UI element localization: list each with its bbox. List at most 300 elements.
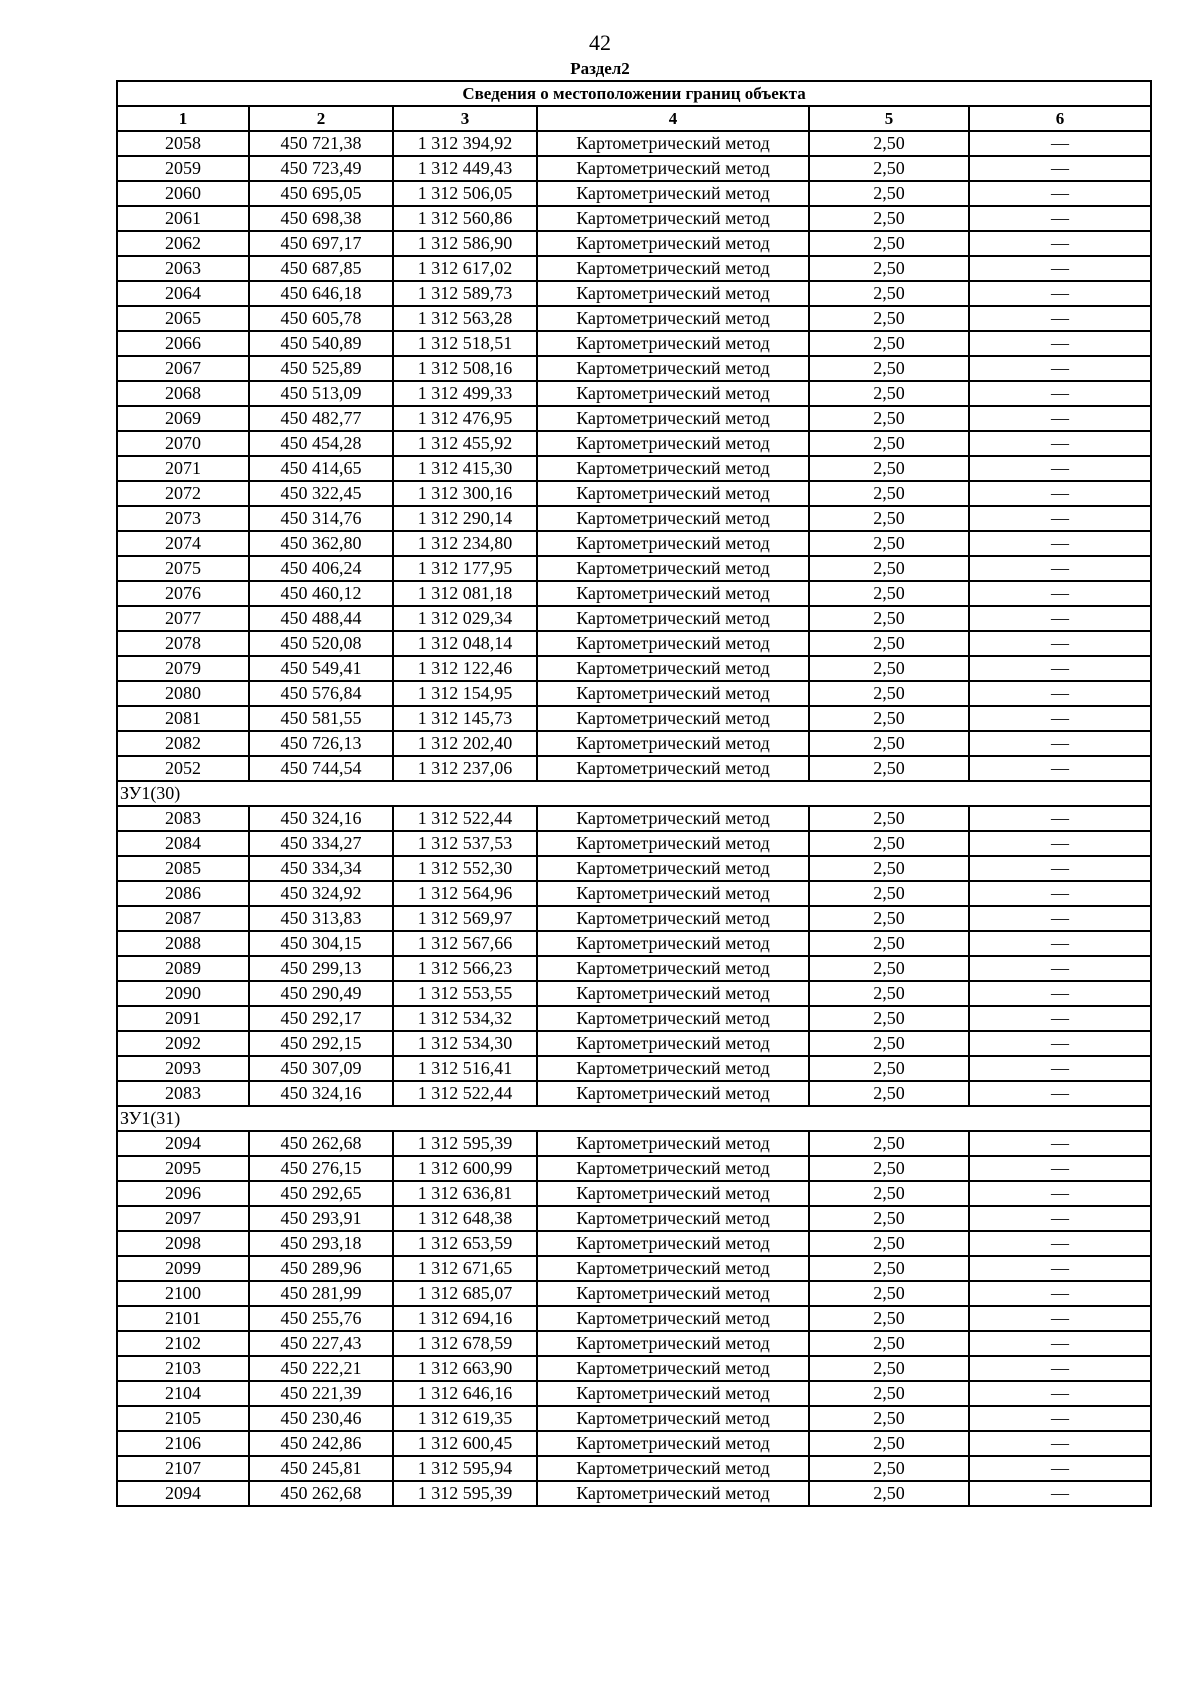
table-row <box>117 606 1151 631</box>
table-cell: 1 312 663,90 <box>393 1356 537 1381</box>
table-cell: 2,50 <box>809 481 969 506</box>
table-cell: Картометрический метод <box>537 1231 809 1256</box>
table-cell: 450 307,09 <box>249 1056 393 1081</box>
table-cell: Картометрический метод <box>537 1081 809 1106</box>
table-cell: Картометрический метод <box>537 981 809 1006</box>
table-row <box>117 856 1151 881</box>
table-cell: Картометрический метод <box>537 1381 809 1406</box>
table-cell: 450 292,15 <box>249 1031 393 1056</box>
table-section-row <box>117 1106 1151 1131</box>
table-cell: Картометрический метод <box>537 281 809 306</box>
table-cell: — <box>969 1406 1151 1431</box>
table-row <box>117 1131 1151 1156</box>
table-cell: — <box>969 1181 1151 1206</box>
table-cell: 2052 <box>117 756 249 781</box>
table-cell: 2078 <box>117 631 249 656</box>
table-cell: — <box>969 556 1151 581</box>
table-cell: 2,50 <box>809 681 969 706</box>
table-cell: — <box>969 756 1151 781</box>
table-cell: 2085 <box>117 856 249 881</box>
table-row <box>117 556 1151 581</box>
table-row <box>117 581 1151 606</box>
table-cell: 450 281,99 <box>249 1281 393 1306</box>
section-label: ЗУ1(31) <box>117 1106 1151 1131</box>
table-cell: 450 242,86 <box>249 1431 393 1456</box>
table-cell: 450 221,39 <box>249 1381 393 1406</box>
table-cell: 2,50 <box>809 856 969 881</box>
table-cell: — <box>969 131 1151 156</box>
table-cell: — <box>969 606 1151 631</box>
table-cell: 2,50 <box>809 206 969 231</box>
table-cell: Картометрический метод <box>537 756 809 781</box>
table-cell: 2088 <box>117 931 249 956</box>
table-cell: 1 312 553,55 <box>393 981 537 1006</box>
table-cell: 450 227,43 <box>249 1331 393 1356</box>
table-cell: Картометрический метод <box>537 881 809 906</box>
table-cell: Картометрический метод <box>537 131 809 156</box>
table-cell: 450 334,27 <box>249 831 393 856</box>
table-cell: 2093 <box>117 1056 249 1081</box>
table-cell: 2,50 <box>809 581 969 606</box>
table-cell: 1 312 516,41 <box>393 1056 537 1081</box>
table-cell: 1 312 177,95 <box>393 556 537 581</box>
table-cell: 2104 <box>117 1381 249 1406</box>
table-row <box>117 431 1151 456</box>
table-cell: 2105 <box>117 1406 249 1431</box>
table-cell: 2060 <box>117 181 249 206</box>
table-cell: Картометрический метод <box>537 831 809 856</box>
table-row <box>117 481 1151 506</box>
table-cell: 1 312 122,46 <box>393 656 537 681</box>
table-cell: 1 312 619,35 <box>393 1406 537 1431</box>
table-cell: Картометрический метод <box>537 531 809 556</box>
table-cell: 2099 <box>117 1256 249 1281</box>
table-cell: 2,50 <box>809 556 969 581</box>
table-cell: — <box>969 331 1151 356</box>
table-cell: 2,50 <box>809 1281 969 1306</box>
table-row <box>117 506 1151 531</box>
table-cell: 1 312 569,97 <box>393 906 537 931</box>
section-title: Раздел2 <box>570 59 630 78</box>
table-cell: 2,50 <box>809 531 969 556</box>
table-cell: 2090 <box>117 981 249 1006</box>
table-cell: 2,50 <box>809 1356 969 1381</box>
table-cell: 2,50 <box>809 1006 969 1031</box>
table-cell: 450 414,65 <box>249 456 393 481</box>
table-cell: — <box>969 1356 1151 1381</box>
table-cell: — <box>969 1006 1151 1031</box>
table-cell: Картометрический метод <box>537 406 809 431</box>
table-cell: 2,50 <box>809 656 969 681</box>
table-cell: 2062 <box>117 231 249 256</box>
table-cell: 2067 <box>117 356 249 381</box>
table-cell: 2077 <box>117 606 249 631</box>
table-cell: — <box>969 481 1151 506</box>
table-cell: 450 723,49 <box>249 156 393 181</box>
table-cell: Картометрический метод <box>537 356 809 381</box>
table-cell: — <box>969 281 1151 306</box>
table-cell: 2100 <box>117 1281 249 1306</box>
table-cell: — <box>969 981 1151 1006</box>
table-cell: Картометрический метод <box>537 181 809 206</box>
table-row <box>117 306 1151 331</box>
table-cell: 2,50 <box>809 1081 969 1106</box>
table-cell: 2086 <box>117 881 249 906</box>
table-cell: Картометрический метод <box>537 656 809 681</box>
table-cell: 1 312 508,16 <box>393 356 537 381</box>
table-cell: Картометрический метод <box>537 1006 809 1031</box>
table-cell: — <box>969 1306 1151 1331</box>
table-cell: — <box>969 1456 1151 1481</box>
table-row <box>117 706 1151 731</box>
table-cell: 2083 <box>117 1081 249 1106</box>
table-cell: 2,50 <box>809 1481 969 1506</box>
table-cell: Картометрический метод <box>537 381 809 406</box>
table-cell: 2,50 <box>809 1306 969 1331</box>
table-row <box>117 231 1151 256</box>
table-cell: 2,50 <box>809 1181 969 1206</box>
table-row <box>117 681 1151 706</box>
table-cell: 450 324,16 <box>249 1081 393 1106</box>
table-cell: Картометрический метод <box>537 256 809 281</box>
table-cell: 450 581,55 <box>249 706 393 731</box>
table-cell: 2101 <box>117 1306 249 1331</box>
table-cell: 1 312 653,59 <box>393 1231 537 1256</box>
table-cell: 2,50 <box>809 231 969 256</box>
column-header: 6 <box>969 106 1151 131</box>
table-cell: Картометрический метод <box>537 906 809 931</box>
column-header: 1 <box>117 106 249 131</box>
table-cell: — <box>969 356 1151 381</box>
table-cell: — <box>969 1081 1151 1106</box>
table-cell: Картометрический метод <box>537 606 809 631</box>
table-cell: 2080 <box>117 681 249 706</box>
table-cell: 450 314,76 <box>249 506 393 531</box>
table-row <box>117 456 1151 481</box>
table-cell: — <box>969 831 1151 856</box>
table-row <box>117 656 1151 681</box>
table-cell: 2,50 <box>809 1231 969 1256</box>
table-cell: 2,50 <box>809 1331 969 1356</box>
table-cell: 450 697,17 <box>249 231 393 256</box>
table-cell: 1 312 678,59 <box>393 1331 537 1356</box>
table-row <box>117 531 1151 556</box>
table-cell: 2,50 <box>809 881 969 906</box>
table-cell: 1 312 237,06 <box>393 756 537 781</box>
table-cell: 2,50 <box>809 306 969 331</box>
table-cell: 2059 <box>117 156 249 181</box>
table-cell: 1 312 595,94 <box>393 1456 537 1481</box>
table-cell: 450 230,46 <box>249 1406 393 1431</box>
table-cell: — <box>969 1156 1151 1181</box>
table-cell: Картометрический метод <box>537 1056 809 1081</box>
table-cell: 1 312 534,30 <box>393 1031 537 1056</box>
table-cell: Картометрический метод <box>537 731 809 756</box>
table-cell: — <box>969 431 1151 456</box>
table-cell: 2097 <box>117 1206 249 1231</box>
table-cell: 450 488,44 <box>249 606 393 631</box>
table-title: Сведения о местоположении границ объекта <box>117 81 1151 106</box>
table-cell: Картометрический метод <box>537 1456 809 1481</box>
table-row <box>117 1306 1151 1331</box>
column-header: 4 <box>537 106 809 131</box>
table-cell: Картометрический метод <box>537 456 809 481</box>
table-cell: 450 293,91 <box>249 1206 393 1231</box>
table-cell: 2084 <box>117 831 249 856</box>
table-row <box>117 1156 1151 1181</box>
table-cell: Картометрический метод <box>537 1031 809 1056</box>
table-cell: 450 605,78 <box>249 306 393 331</box>
table-row <box>117 406 1151 431</box>
table-cell: 2076 <box>117 581 249 606</box>
table-cell: 2092 <box>117 1031 249 1056</box>
table-cell: Картометрический метод <box>537 431 809 456</box>
table-cell: 450 540,89 <box>249 331 393 356</box>
table-row <box>117 1256 1151 1281</box>
table-cell: 2,50 <box>809 906 969 931</box>
table-row <box>117 1331 1151 1356</box>
table-cell: Картометрический метод <box>537 1431 809 1456</box>
table-cell: 2094 <box>117 1131 249 1156</box>
table-cell: 1 312 648,38 <box>393 1206 537 1231</box>
table-cell: 1 312 534,32 <box>393 1006 537 1031</box>
table-cell: 1 312 145,73 <box>393 706 537 731</box>
column-header: 3 <box>393 106 537 131</box>
table-cell: 1 312 300,16 <box>393 481 537 506</box>
table-cell: Картометрический метод <box>537 1181 809 1206</box>
table-cell: 2095 <box>117 1156 249 1181</box>
table-cell: 2,50 <box>809 281 969 306</box>
table-cell: 450 687,85 <box>249 256 393 281</box>
table-row <box>117 156 1151 181</box>
table-cell: 2,50 <box>809 356 969 381</box>
table-cell: 2,50 <box>809 256 969 281</box>
table-cell: 1 312 029,34 <box>393 606 537 631</box>
table-cell: 2,50 <box>809 956 969 981</box>
table-cell: 1 312 537,53 <box>393 831 537 856</box>
table-cell: — <box>969 931 1151 956</box>
table-cell: 2069 <box>117 406 249 431</box>
table-row <box>117 1031 1151 1056</box>
table-cell: 1 312 476,95 <box>393 406 537 431</box>
table-cell: 2,50 <box>809 1156 969 1181</box>
table-cell: 2058 <box>117 131 249 156</box>
table-cell: — <box>969 1131 1151 1156</box>
table-cell: 2064 <box>117 281 249 306</box>
table-cell: — <box>969 731 1151 756</box>
table-cell: 450 721,38 <box>249 131 393 156</box>
table-cell: Картометрический метод <box>537 806 809 831</box>
table-cell: 2083 <box>117 806 249 831</box>
table-body <box>117 131 1151 1506</box>
table-cell: 2,50 <box>809 806 969 831</box>
table-cell: Картометрический метод <box>537 706 809 731</box>
table-cell: 1 312 564,96 <box>393 881 537 906</box>
column-header: 5 <box>809 106 969 131</box>
table-cell: 2075 <box>117 556 249 581</box>
table-row <box>117 1006 1151 1031</box>
table-cell: Картометрический метод <box>537 306 809 331</box>
table-cell: 2,50 <box>809 831 969 856</box>
table-cell: Картометрический метод <box>537 1281 809 1306</box>
table-cell: 2,50 <box>809 181 969 206</box>
table-cell: 1 312 506,05 <box>393 181 537 206</box>
table-cell: 2,50 <box>809 756 969 781</box>
table-cell: 2,50 <box>809 981 969 1006</box>
table-cell: 1 312 499,33 <box>393 381 537 406</box>
table-cell: 2070 <box>117 431 249 456</box>
table-cell: 2,50 <box>809 1131 969 1156</box>
table-cell: — <box>969 156 1151 181</box>
table-cell: Картометрический метод <box>537 1331 809 1356</box>
table-cell: 2074 <box>117 531 249 556</box>
table-cell: 2,50 <box>809 606 969 631</box>
table-row <box>117 331 1151 356</box>
table-cell: 2,50 <box>809 1381 969 1406</box>
table-cell: 450 406,24 <box>249 556 393 581</box>
table-cell: 2063 <box>117 256 249 281</box>
table-cell: 450 482,77 <box>249 406 393 431</box>
table-cell: 2068 <box>117 381 249 406</box>
page-number: 42 <box>589 30 611 55</box>
table-cell: 450 292,65 <box>249 1181 393 1206</box>
table-cell: 2098 <box>117 1231 249 1256</box>
table-cell: 450 513,09 <box>249 381 393 406</box>
table-cell: — <box>969 206 1151 231</box>
table-cell: Картометрический метод <box>537 506 809 531</box>
table-cell: 2,50 <box>809 731 969 756</box>
table-cell: 1 312 600,45 <box>393 1431 537 1456</box>
table-cell: 450 454,28 <box>249 431 393 456</box>
table-cell: 450 322,45 <box>249 481 393 506</box>
table-cell: Картометрический метод <box>537 1481 809 1506</box>
table-cell: 1 312 048,14 <box>393 631 537 656</box>
table-row <box>117 906 1151 931</box>
table-row <box>117 1281 1151 1306</box>
table-cell: — <box>969 656 1151 681</box>
table-row <box>117 1406 1151 1431</box>
table-cell: — <box>969 381 1151 406</box>
table-cell: — <box>969 581 1151 606</box>
table-row <box>117 1056 1151 1081</box>
table-header <box>117 81 1151 131</box>
table-cell: — <box>969 1331 1151 1356</box>
table-cell: 2,50 <box>809 456 969 481</box>
table-cell: — <box>969 1256 1151 1281</box>
table-row <box>117 756 1151 781</box>
table-cell: — <box>969 856 1151 881</box>
table-row <box>117 356 1151 381</box>
table-cell: 1 312 290,14 <box>393 506 537 531</box>
table-cell: 1 312 522,44 <box>393 1081 537 1106</box>
table-cell: — <box>969 231 1151 256</box>
table-row <box>117 1206 1151 1231</box>
table-cell: 2071 <box>117 456 249 481</box>
table-row <box>117 881 1151 906</box>
table-cell: 2,50 <box>809 431 969 456</box>
table-cell: 1 312 617,02 <box>393 256 537 281</box>
table-cell: 2094 <box>117 1481 249 1506</box>
table-cell: 2103 <box>117 1356 249 1381</box>
table-row <box>117 1381 1151 1406</box>
table-cell: 1 312 589,73 <box>393 281 537 306</box>
table-cell: 1 312 566,23 <box>393 956 537 981</box>
table-cell: 1 312 154,95 <box>393 681 537 706</box>
table-cell: 450 698,38 <box>249 206 393 231</box>
table-cell: 450 262,68 <box>249 1131 393 1156</box>
table-row <box>117 831 1151 856</box>
table-cell: 450 222,21 <box>249 1356 393 1381</box>
table-cell: — <box>969 906 1151 931</box>
table-row <box>117 1081 1151 1106</box>
table-row <box>117 131 1151 156</box>
table-cell: Картометрический метод <box>537 231 809 256</box>
table-cell: 1 312 518,51 <box>393 331 537 356</box>
table-cell: 450 255,76 <box>249 1306 393 1331</box>
table-cell: — <box>969 1381 1151 1406</box>
table-cell: Картометрический метод <box>537 931 809 956</box>
table-cell: — <box>969 406 1151 431</box>
table-cell: 2107 <box>117 1456 249 1481</box>
table-cell: Картометрический метод <box>537 681 809 706</box>
table-cell: — <box>969 1031 1151 1056</box>
section-label: ЗУ1(30) <box>117 781 1151 806</box>
table-cell: — <box>969 1056 1151 1081</box>
table-row <box>117 956 1151 981</box>
table-title-row <box>117 81 1151 106</box>
column-header: 2 <box>249 106 393 131</box>
table-row <box>117 381 1151 406</box>
table-row <box>117 806 1151 831</box>
table-row <box>117 256 1151 281</box>
table-cell: 2096 <box>117 1181 249 1206</box>
table-cell: 2,50 <box>809 506 969 531</box>
table-cell: 2,50 <box>809 931 969 956</box>
table-row <box>117 981 1151 1006</box>
table-cell: 1 312 455,92 <box>393 431 537 456</box>
table-cell: — <box>969 956 1151 981</box>
table-cell: Картометрический метод <box>537 956 809 981</box>
table-cell: 2106 <box>117 1431 249 1456</box>
table-row <box>117 206 1151 231</box>
table-cell: 1 312 595,39 <box>393 1481 537 1506</box>
table-cell: — <box>969 681 1151 706</box>
column-number-row <box>117 106 1151 131</box>
table-cell: 2072 <box>117 481 249 506</box>
table-cell: Картометрический метод <box>537 856 809 881</box>
boundary-coordinates-table <box>116 80 1152 1507</box>
table-cell: 450 334,34 <box>249 856 393 881</box>
table-cell: 450 520,08 <box>249 631 393 656</box>
table-cell: 1 312 415,30 <box>393 456 537 481</box>
table-cell: 2,50 <box>809 1056 969 1081</box>
table-cell: 2,50 <box>809 1206 969 1231</box>
table-cell: 1 312 671,65 <box>393 1256 537 1281</box>
table-cell: 450 726,13 <box>249 731 393 756</box>
table-cell: 1 312 552,30 <box>393 856 537 881</box>
table-cell: 2061 <box>117 206 249 231</box>
table-row <box>117 181 1151 206</box>
table-cell: 2102 <box>117 1331 249 1356</box>
table-cell: — <box>969 706 1151 731</box>
table-row <box>117 731 1151 756</box>
table-row <box>117 1431 1151 1456</box>
table-cell: Картометрический метод <box>537 1206 809 1231</box>
table-cell: 1 312 234,80 <box>393 531 537 556</box>
table-cell: Картометрический метод <box>537 1406 809 1431</box>
table-row <box>117 631 1151 656</box>
table-cell: Картометрический метод <box>537 581 809 606</box>
